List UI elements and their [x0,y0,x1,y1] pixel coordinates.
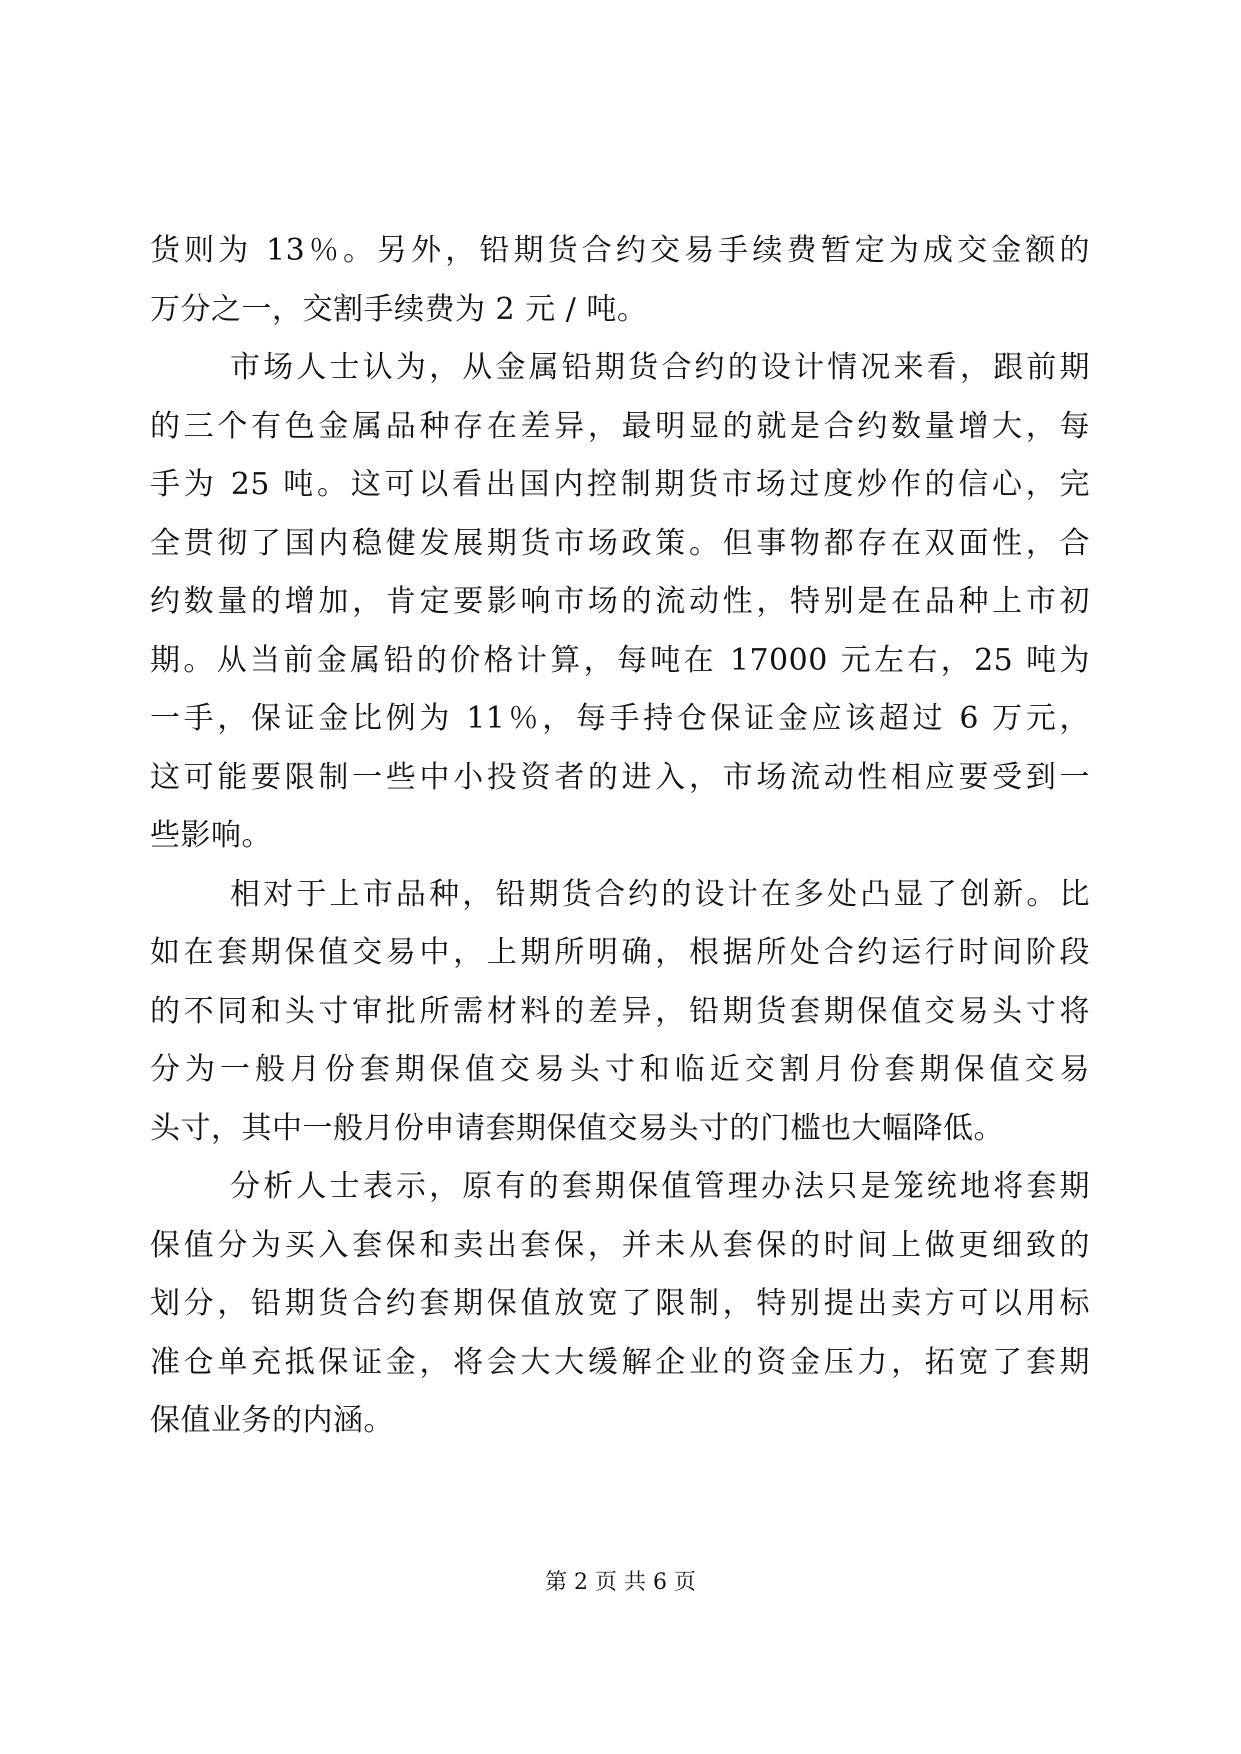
text-line: 手为 25 吨。这可以看出国内控制期货市场过度炒作的信心，完 [150,467,1090,502]
text-line: 划分，铅期货合约套期保值放宽了限制，特别提出卖方可以用标 [150,1286,1090,1321]
text-line: 约数量的增加，肯定要影响市场的流动性，特别是在品种上市初 [150,584,1090,619]
text-line: 相对于上市品种，铅期货合约的设计在多处凸显了创新。比 [230,876,1090,912]
text-line: 全贯彻了国内稳健发展期货市场政策。但事物都存在双面性，合 [150,525,1090,561]
text-line: 的不同和头寸审批所需材料的差异，铅期货套期保值交易头寸将 [150,993,1090,1029]
page-footer: 第 2 页 共 6 页 [545,1570,696,1595]
text-line: 保值分为买入套保和卖出套保，并未从套保的时间上做更细致的 [150,1227,1090,1263]
text-line: 这可能要限制一些中小投资者的进入，市场流动性相应要受到一 [150,759,1090,795]
text-line: 分析人士表示，原有的套期保值管理办法只是笼统地将套期 [230,1169,1090,1204]
text-line: 货则为 13％。另外，铅期货合约交易手续费暂定为成交金额的 [150,233,1090,268]
text-line: 分为一般月份套期保值交易头寸和临近交割月份套期保值交易 [150,1052,1090,1087]
text-line: 头寸，其中一般月份申请套期保值交易头寸的门槛也大幅降低。 [150,1110,1004,1146]
text-line: 期。从当前金属铅的价格计算，每吨在 17000 元左右，25 吨为 [150,642,1090,678]
text-line: 如在套期保值交易中，上期所明确，根据所处合约运行时间阶段 [150,935,1090,970]
text-line: 万分之一，交割手续费为 2 元 / 吨。 [150,291,648,327]
text-line: 些影响。 [150,818,272,853]
text-line: 市场人士认为，从金属铅期货合约的设计情况来看，跟前期 [230,350,1090,385]
text-line: 保值业务的内涵。 [150,1403,394,1438]
text-line: 的三个有色金属品种存在差异，最明显的就是合约数量增大，每 [150,408,1090,444]
body-text [150,222,1090,1451]
text-line: 一手，保证金比例为 11％，每手持仓保证金应该超过 6 万元， [150,701,1090,736]
text-line: 准仓单充抵保证金，将会大大缓解企业的资金压力，拓宽了套期 [150,1344,1090,1380]
